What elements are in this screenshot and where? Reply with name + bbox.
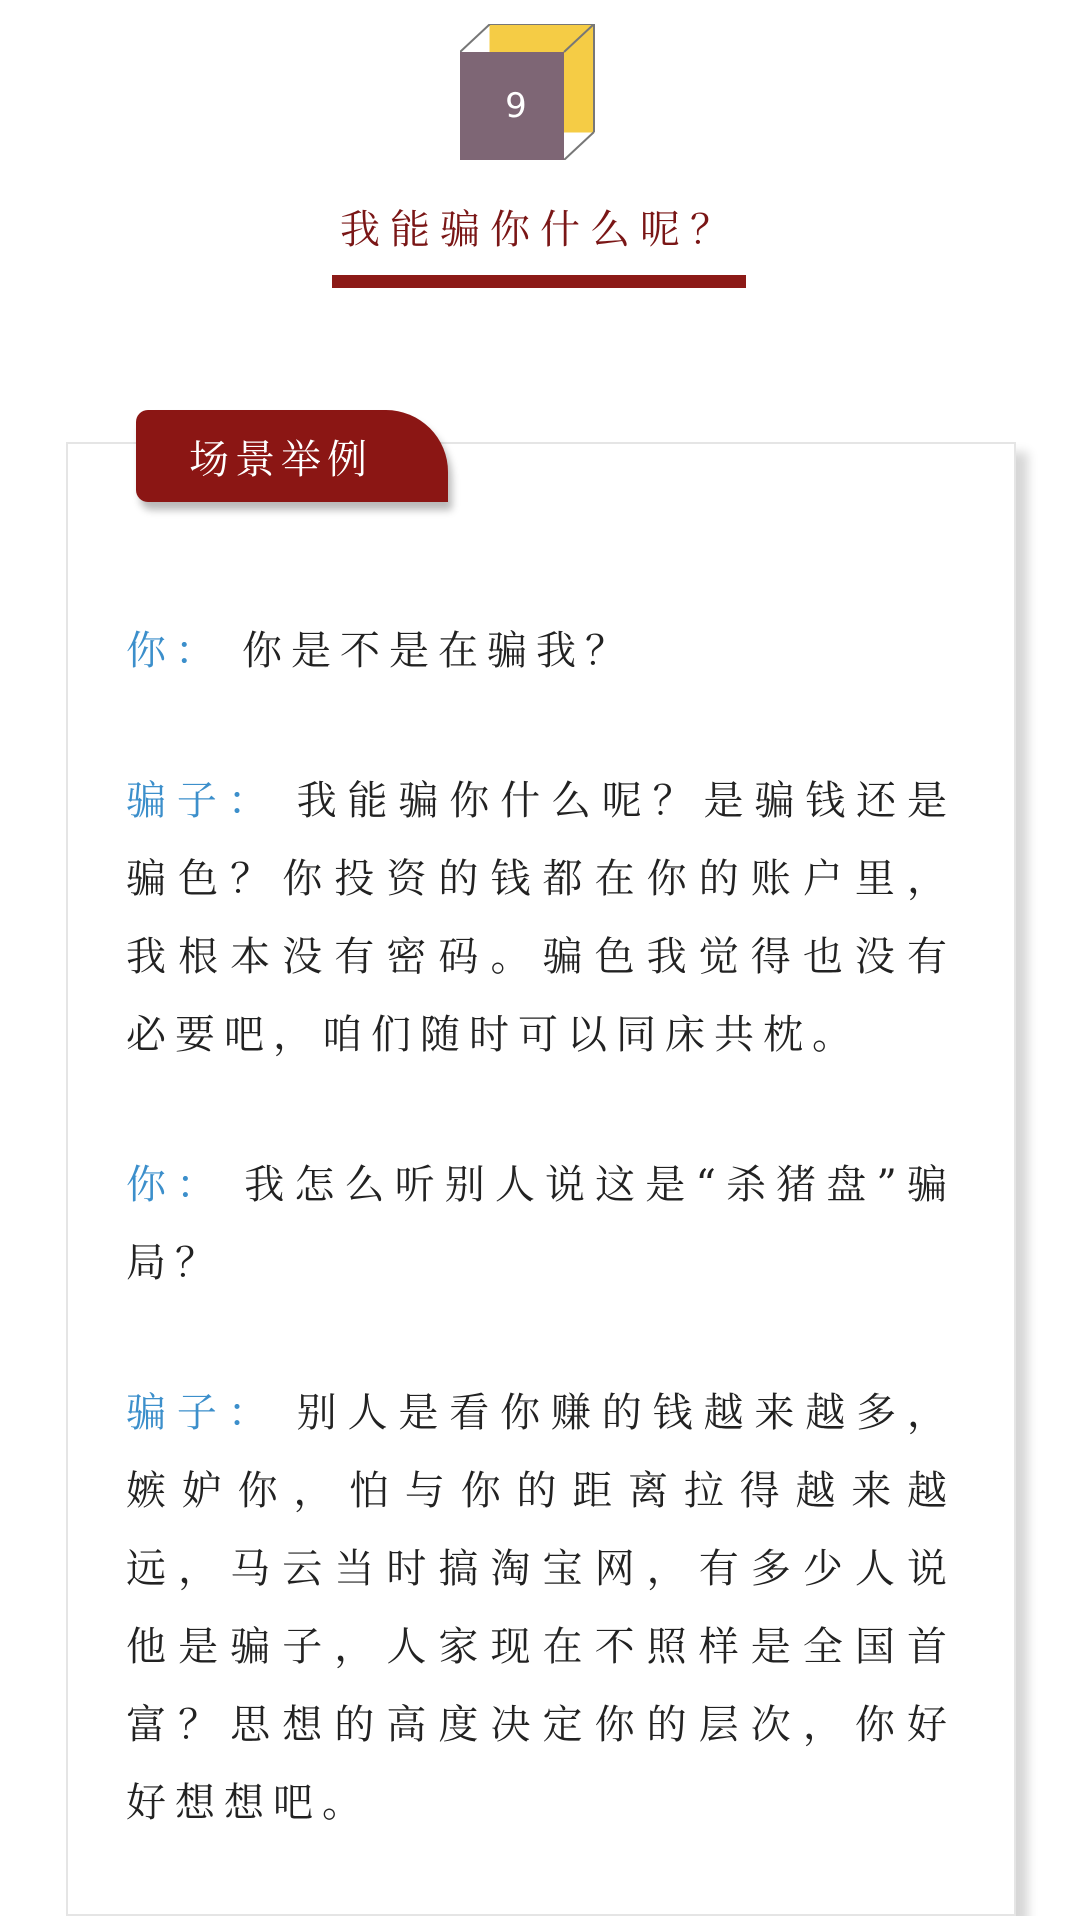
dialogue-text: 别人是看你赚的钱越来越多，嫉妒你，怕与你的距离拉得越来越远，马云当时搞淘宝网，有多少人说他是骗子，人家现在不照样是全国首富？思想的高度决定你的层次，你好好想想吧。 bbox=[126, 1390, 957, 1826]
number-cube-icon bbox=[460, 24, 596, 160]
section-number: 9 bbox=[505, 86, 527, 126]
dialogue-text: 我怎么听别人说这是“杀猪盘”骗局？ bbox=[126, 1162, 956, 1286]
dialogue-text: 你是不是在骗我？ bbox=[242, 628, 634, 674]
title-underline bbox=[332, 275, 746, 288]
dialogue-line bbox=[126, 612, 956, 690]
page-title: 我能骗你什么呢？ bbox=[340, 207, 740, 253]
speaker-label: 你： bbox=[126, 628, 224, 674]
section-tab bbox=[136, 410, 448, 502]
speaker-label: 你： bbox=[126, 1162, 227, 1208]
dialogue-text: 我能骗你什么呢？是骗钱还是骗色？你投资的钱都在你的账户里，我根本没有密码。骗色我觉得也没有必要吧，咱们随时可以同床共枕。 bbox=[126, 778, 957, 1058]
dialogue-line bbox=[126, 1374, 956, 1842]
speaker-label: 骗子： bbox=[126, 1390, 279, 1436]
speaker-label: 骗子： bbox=[126, 778, 279, 824]
section-tab-label: 场景举例 bbox=[189, 437, 373, 483]
dialogue-line bbox=[126, 1146, 956, 1302]
dialogue-line bbox=[126, 762, 956, 1074]
dialogue-content bbox=[126, 612, 956, 1842]
